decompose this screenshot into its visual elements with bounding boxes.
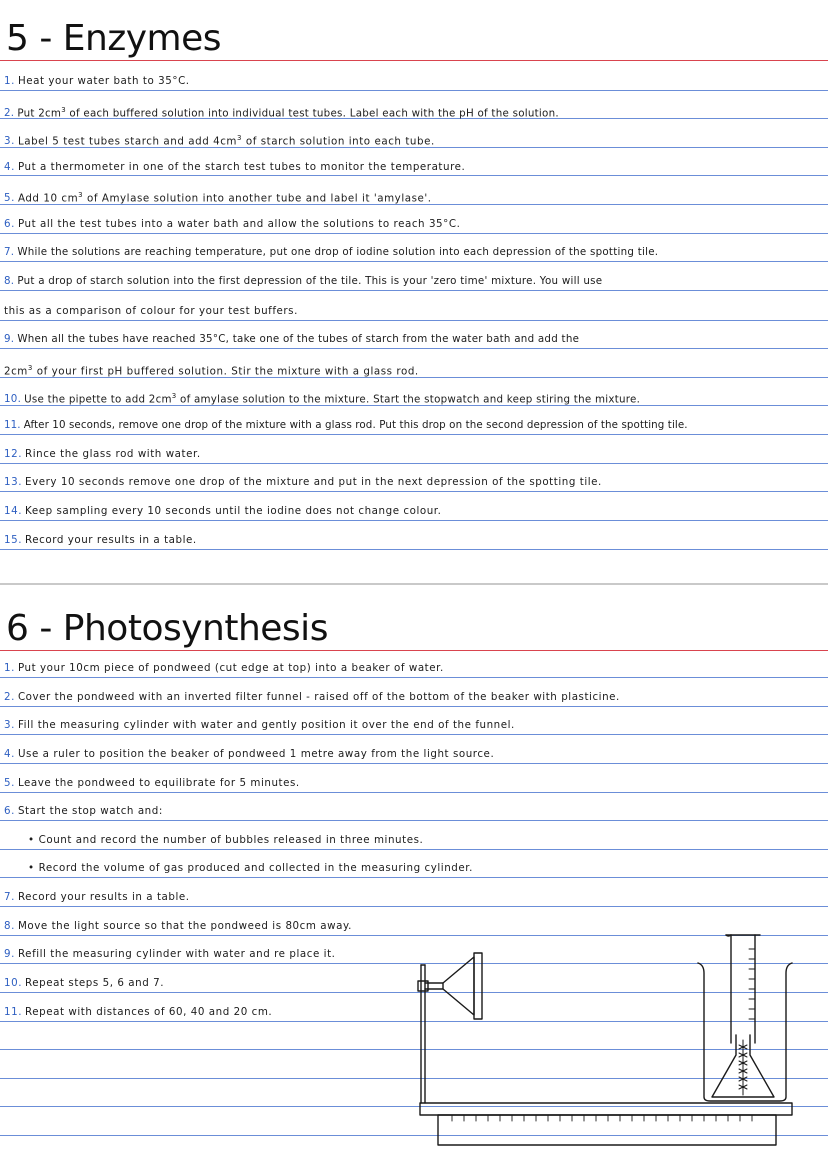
- enzymes-step: [4, 505, 441, 518]
- enzymes-step: [4, 419, 688, 432]
- step-number: 8.: [4, 920, 15, 932]
- photosynthesis-substep: [28, 862, 473, 875]
- photosynthesis-step: [4, 748, 494, 761]
- step-number: 6.: [4, 805, 15, 817]
- photosynthesis-step: [4, 777, 300, 790]
- step-text: Put all the test tubes into a water bath and allow the solutions to reach 35°C.: [17, 218, 461, 230]
- section-title-photosynthesis: 6 - Photosynthesis: [6, 608, 328, 649]
- enzymes-step: [4, 448, 201, 461]
- step-number: 5.: [4, 192, 15, 205]
- ruled-line: [0, 877, 828, 878]
- step-text: Count and record the number of bubbles released in three minutes.: [38, 834, 424, 846]
- bench-base: [438, 1115, 776, 1145]
- photosynthesis-step: [4, 662, 444, 675]
- step-number: 7.: [4, 246, 15, 258]
- step-number: 5.: [4, 777, 15, 789]
- superscript: 3: [171, 392, 177, 400]
- photosynthesis-step: [4, 977, 164, 990]
- step-text: this as a comparison of colour for your test buffers.: [4, 305, 298, 317]
- step-text: Put 2cm: [17, 107, 62, 120]
- superscript: 3: [237, 134, 243, 142]
- ruled-line: [0, 763, 828, 764]
- step-text: Keep sampling every 10 seconds until the iodine does not change colour.: [25, 505, 442, 517]
- enzymes-step: [4, 161, 465, 174]
- step-text: Use a ruler to position the beaker of pondweed 1 metre away from the light source.: [17, 748, 495, 760]
- title-rule: [0, 650, 828, 651]
- enzymes-step: [4, 275, 602, 288]
- step-text: Record your results in a table.: [25, 534, 197, 546]
- enzymes-step: [4, 189, 432, 205]
- step-text: of Amylase solution into another tube and label it 'amylase'.: [83, 192, 432, 205]
- step-number: 10.: [4, 977, 23, 989]
- enzymes-step: [4, 246, 658, 259]
- step-text: Use the pipette to add 2cm: [24, 393, 172, 406]
- step-number: 4.: [4, 748, 15, 760]
- ruled-line: [0, 233, 828, 234]
- ruled-line: [0, 320, 828, 321]
- step-text: After 10 seconds, remove one drop of the mixture with a glass rod. Put this drop on the second depression of the spotting tile.: [23, 419, 688, 431]
- step-text: Repeat with distances of 60, 40 and 20 cm.: [25, 1006, 273, 1018]
- step-text: Label 5 test tubes starch and add 4cm: [17, 135, 238, 148]
- step-text: Record the volume of gas produced and collected in the measuring cylinder.: [38, 862, 473, 874]
- ruled-line: [0, 706, 828, 707]
- step-text: Refill the measuring cylinder with water and re place it.: [17, 948, 336, 960]
- ruled-line: [0, 348, 828, 349]
- step-text: Cover the pondweed with an inverted filter funnel - raised off of the bottom of the beaker with plasticine.: [17, 691, 620, 703]
- photosynthesis-step: [4, 948, 335, 961]
- bench-top: [420, 1103, 792, 1115]
- step-text: of your first pH buffered solution. Stir the mixture with a glass rod.: [32, 365, 419, 378]
- pondweed-apparatus-icon: [412, 925, 812, 1150]
- superscript: 3: [61, 106, 66, 114]
- superscript: 3: [78, 191, 84, 199]
- bullet-icon: •: [28, 862, 35, 874]
- section-divider: [0, 583, 828, 585]
- ruled-line: [0, 906, 828, 907]
- photosynthesis-substep: [28, 834, 423, 847]
- step-number: 9.: [4, 948, 15, 960]
- step-number: 10.: [4, 393, 22, 406]
- light-source-shade: [443, 957, 474, 1015]
- step-text: 2cm: [4, 365, 28, 378]
- enzymes-step: [4, 333, 579, 346]
- ruled-line: [0, 520, 828, 521]
- enzymes-step: [4, 132, 435, 148]
- step-number: 11.: [4, 1006, 23, 1018]
- step-number: 9.: [4, 333, 15, 345]
- section-title-enzymes: 5 - Enzymes: [6, 18, 222, 59]
- step-text: of each buffered solution into individual test tubes. Label each with the pH of the solution.: [65, 107, 559, 120]
- enzymes-step: [4, 75, 190, 88]
- ruled-line: [0, 734, 828, 735]
- ruled-line: [0, 792, 828, 793]
- ruled-line: [0, 261, 828, 262]
- step-text: Repeat steps 5, 6 and 7.: [25, 977, 165, 989]
- photosynthesis-step: [4, 805, 163, 818]
- step-text: Start the stop watch and:: [17, 805, 163, 817]
- photosynthesis-step: [4, 891, 190, 904]
- ruled-line: [0, 491, 828, 492]
- step-number: 1.: [4, 662, 15, 674]
- step-number: 8.: [4, 275, 15, 287]
- step-number: 3.: [4, 135, 15, 148]
- ruled-line: [0, 463, 828, 464]
- step-number: 13.: [4, 476, 23, 488]
- enzymes-step: [4, 534, 197, 547]
- step-text: of amylase solution to the mixture. Start the stopwatch and keep stiring the mixture.: [176, 393, 641, 406]
- step-text: Rince the glass rod with water.: [25, 448, 201, 460]
- ruled-line: [0, 849, 828, 850]
- superscript: 3: [27, 364, 33, 372]
- step-number: 14.: [4, 505, 23, 517]
- ruled-line: [0, 677, 828, 678]
- enzymes-step: [4, 218, 460, 231]
- pondweed: [739, 1040, 747, 1095]
- light-source-lamp: [474, 953, 482, 1019]
- step-text: Put your 10cm piece of pondweed (cut edge at top) into a beaker of water.: [17, 662, 444, 674]
- step-number: 7.: [4, 891, 15, 903]
- ruled-line: [0, 90, 828, 91]
- step-text: Add 10 cm: [17, 192, 79, 205]
- photosynthesis-step: [4, 920, 352, 933]
- step-text: of starch solution into each tube.: [242, 135, 435, 148]
- ruled-line: [0, 175, 828, 176]
- photosynthesis-step: [4, 691, 620, 704]
- step-number: 3.: [4, 719, 15, 731]
- step-text: Fill the measuring cylinder with water and gently position it over the end of the funnel.: [17, 719, 515, 731]
- ruled-line: [0, 290, 828, 291]
- enzymes-step-continuation: [4, 362, 419, 378]
- enzymes-step: [4, 104, 559, 120]
- step-text: Move the light source so that the pondweed is 80cm away.: [17, 920, 352, 932]
- step-number: 15.: [4, 534, 23, 546]
- step-text: Record your results in a table.: [17, 891, 190, 903]
- photosynthesis-step: [4, 719, 515, 732]
- step-text: When all the tubes have reached 35°C, take one of the tubes of starch from the water bath and add the: [17, 333, 580, 345]
- enzymes-step: [4, 476, 602, 489]
- step-number: 1.: [4, 75, 15, 87]
- step-number: 2.: [4, 107, 15, 120]
- photosynthesis-step: [4, 1006, 272, 1019]
- step-number: 2.: [4, 691, 15, 703]
- ruled-line: [0, 820, 828, 821]
- step-text: Heat your water bath to 35°C.: [17, 75, 190, 87]
- enzymes-step: [4, 390, 640, 406]
- step-number: 4.: [4, 161, 15, 173]
- ruled-line: [0, 549, 828, 550]
- step-text: Every 10 seconds remove one drop of the mixture and put in the next depression of the spotting tile.: [25, 476, 602, 488]
- step-text: While the solutions are reaching temperature, put one drop of iodine solution into each depression of the spotting tile.: [17, 246, 659, 258]
- title-rule: [0, 60, 828, 61]
- step-text: Put a drop of starch solution into the first depression of the tile. This is your 'zero time' mixture. You will use: [17, 275, 603, 287]
- step-text: Leave the pondweed to equilibrate for 5 minutes.: [17, 777, 300, 789]
- step-number: 12.: [4, 448, 23, 460]
- step-text: Put a thermometer in one of the starch test tubes to monitor the temperature.: [17, 161, 466, 173]
- step-number: 11.: [4, 419, 21, 431]
- enzymes-step-continuation: [4, 305, 298, 318]
- step-number: 6.: [4, 218, 15, 230]
- bullet-icon: •: [28, 834, 35, 846]
- ruled-line: [0, 434, 828, 435]
